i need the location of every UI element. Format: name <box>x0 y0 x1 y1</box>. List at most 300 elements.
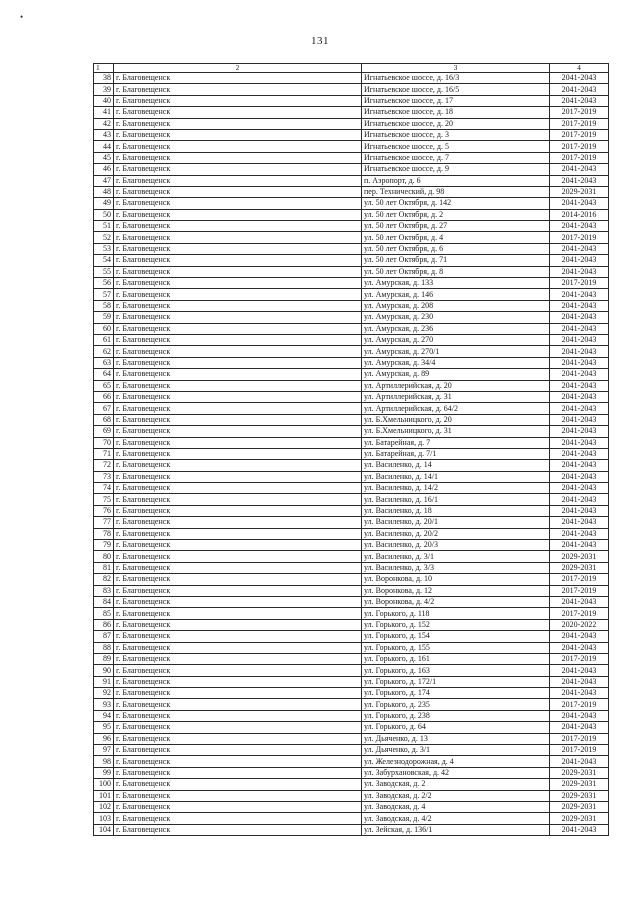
row-locality: г. Благовещенск <box>114 813 362 824</box>
row-number: 99 <box>94 767 114 778</box>
table-row <box>94 278 609 289</box>
row-number: 44 <box>94 141 114 152</box>
row-number: 53 <box>94 243 114 254</box>
row-period: 2041-2043 <box>550 243 609 254</box>
table-row <box>94 164 609 175</box>
row-period: 2017-2019 <box>550 733 609 744</box>
table-row <box>94 289 609 300</box>
table-row <box>94 824 609 835</box>
row-address: ул. Амурская, д. 34/4 <box>362 357 550 368</box>
row-locality: г. Благовещенск <box>114 448 362 459</box>
row-address: ул. Горького, д. 172/1 <box>362 676 550 687</box>
row-period: 2041-2043 <box>550 756 609 767</box>
row-locality: г. Благовещенск <box>114 369 362 380</box>
row-number: 62 <box>94 346 114 357</box>
row-number: 60 <box>94 323 114 334</box>
row-period: 2041-2043 <box>550 688 609 699</box>
row-period: 2041-2043 <box>550 300 609 311</box>
table-row <box>94 676 609 687</box>
row-locality: г. Благовещенск <box>114 528 362 539</box>
row-number: 90 <box>94 665 114 676</box>
row-number: 82 <box>94 574 114 585</box>
table-row <box>94 802 609 813</box>
row-number: 63 <box>94 357 114 368</box>
row-period: 2041-2043 <box>550 437 609 448</box>
row-number: 61 <box>94 334 114 345</box>
row-address: пер. Технический, д. 98 <box>362 186 550 197</box>
row-number: 43 <box>94 129 114 140</box>
row-locality: г. Благовещенск <box>114 574 362 585</box>
row-period: 2041-2043 <box>550 164 609 175</box>
row-number: 59 <box>94 312 114 323</box>
row-locality: г. Благовещенск <box>114 596 362 607</box>
row-address: ул. Заводская, д. 2/2 <box>362 790 550 801</box>
row-number: 52 <box>94 232 114 243</box>
row-period: 2017-2019 <box>550 129 609 140</box>
row-number: 55 <box>94 266 114 277</box>
table-row <box>94 813 609 824</box>
row-period: 2041-2043 <box>550 494 609 505</box>
row-period: 2017-2019 <box>550 699 609 710</box>
table-row <box>94 152 609 163</box>
table-row <box>94 209 609 220</box>
row-address: ул. Горького, д. 235 <box>362 699 550 710</box>
row-locality: г. Благовещенск <box>114 653 362 664</box>
row-address: ул. Амурская, д. 146 <box>362 289 550 300</box>
row-locality: г. Благовещенск <box>114 334 362 345</box>
row-locality: г. Благовещенск <box>114 118 362 129</box>
row-period: 2041-2043 <box>550 448 609 459</box>
row-address: Игнатьевское шоссе, д. 3 <box>362 129 550 140</box>
row-period: 2041-2043 <box>550 540 609 551</box>
row-number: 65 <box>94 380 114 391</box>
row-address: ул. 50 лет Октября, д. 6 <box>362 243 550 254</box>
page-number: 131 <box>311 35 329 47</box>
row-address: ул. Заводская, д. 2 <box>362 779 550 790</box>
table-row <box>94 73 609 84</box>
table-row <box>94 745 609 756</box>
table-row <box>94 300 609 311</box>
table-row <box>94 232 609 243</box>
row-number: 100 <box>94 779 114 790</box>
row-period: 2029-2031 <box>550 186 609 197</box>
table-row <box>94 483 609 494</box>
row-locality: г. Благовещенск <box>114 631 362 642</box>
table-row <box>94 790 609 801</box>
row-period: 2041-2043 <box>550 631 609 642</box>
row-period: 2017-2019 <box>550 278 609 289</box>
row-period: 2041-2043 <box>550 722 609 733</box>
row-number: 70 <box>94 437 114 448</box>
table-row <box>94 642 609 653</box>
registry-table <box>93 63 609 836</box>
row-period: 2041-2043 <box>550 824 609 835</box>
row-period: 2029-2031 <box>550 802 609 813</box>
row-address: ул. Воронкова, д. 12 <box>362 585 550 596</box>
row-locality: г. Благовещенск <box>114 676 362 687</box>
row-period: 2041-2043 <box>550 414 609 425</box>
row-period: 2017-2019 <box>550 232 609 243</box>
row-address: ул. Забурхановская, д. 42 <box>362 767 550 778</box>
row-number: 85 <box>94 608 114 619</box>
row-locality: г. Благовещенск <box>114 540 362 551</box>
table-row <box>94 107 609 118</box>
row-locality: г. Благовещенск <box>114 756 362 767</box>
row-address: ул. Заводская, д. 4/2 <box>362 813 550 824</box>
row-period: 2017-2019 <box>550 745 609 756</box>
row-address: ул. 50 лет Октября, д. 27 <box>362 221 550 232</box>
row-address: ул. Василенко, д. 16/1 <box>362 494 550 505</box>
row-address: п. Аэропорт, д. 6 <box>362 175 550 186</box>
table-row <box>94 357 609 368</box>
row-address: ул. Горького, д. 64 <box>362 722 550 733</box>
row-locality: г. Благовещенск <box>114 129 362 140</box>
row-locality: г. Благовещенск <box>114 380 362 391</box>
row-number: 93 <box>94 699 114 710</box>
table-row <box>94 414 609 425</box>
row-address: Игнатьевское шоссе, д. 5 <box>362 141 550 152</box>
row-number: 98 <box>94 756 114 767</box>
row-period: 2041-2043 <box>550 255 609 266</box>
row-number: 84 <box>94 596 114 607</box>
table-row <box>94 323 609 334</box>
row-locality: г. Благовещенск <box>114 255 362 266</box>
row-period: 2017-2019 <box>550 107 609 118</box>
table-row <box>94 688 609 699</box>
row-locality: г. Благовещенск <box>114 779 362 790</box>
table-row <box>94 426 609 437</box>
row-locality: г. Благовещенск <box>114 414 362 425</box>
table-row <box>94 505 609 516</box>
row-period: 2041-2043 <box>550 198 609 209</box>
row-number: 75 <box>94 494 114 505</box>
row-period: 2041-2043 <box>550 517 609 528</box>
row-address: ул. Б.Хмельницкого, д. 31 <box>362 426 550 437</box>
row-number: 97 <box>94 745 114 756</box>
row-number: 49 <box>94 198 114 209</box>
table-row <box>94 596 609 607</box>
row-number: 77 <box>94 517 114 528</box>
row-number: 88 <box>94 642 114 653</box>
row-address: ул. Амурская, д. 230 <box>362 312 550 323</box>
row-locality: г. Благовещенск <box>114 437 362 448</box>
row-locality: г. Благовещенск <box>114 232 362 243</box>
row-locality: г. Благовещенск <box>114 198 362 209</box>
row-locality: г. Благовещенск <box>114 505 362 516</box>
row-period: 2029-2031 <box>550 562 609 573</box>
row-locality: г. Благовещенск <box>114 209 362 220</box>
row-period: 2041-2043 <box>550 483 609 494</box>
row-period: 2041-2043 <box>550 95 609 106</box>
row-address: ул. Василенко, д. 20/2 <box>362 528 550 539</box>
row-number: 54 <box>94 255 114 266</box>
row-address: ул. Василенко, д. 14 <box>362 460 550 471</box>
row-address: ул. 50 лет Октября, д. 2 <box>362 209 550 220</box>
row-locality: г. Благовещенск <box>114 84 362 95</box>
table-row <box>94 528 609 539</box>
table-row <box>94 722 609 733</box>
registry-table-container <box>93 63 608 836</box>
row-period: 2017-2019 <box>550 653 609 664</box>
row-number: 51 <box>94 221 114 232</box>
table-row <box>94 84 609 95</box>
row-number: 83 <box>94 585 114 596</box>
row-period: 2041-2043 <box>550 460 609 471</box>
table-row <box>94 779 609 790</box>
row-locality: г. Благовещенск <box>114 73 362 84</box>
row-period: 2014-2016 <box>550 209 609 220</box>
row-address: ул. Артиллерийская, д. 20 <box>362 380 550 391</box>
row-period: 2017-2019 <box>550 118 609 129</box>
row-address: ул. Горького, д. 155 <box>362 642 550 653</box>
row-number: 72 <box>94 460 114 471</box>
row-locality: г. Благовещенск <box>114 346 362 357</box>
row-number: 96 <box>94 733 114 744</box>
row-number: 67 <box>94 403 114 414</box>
table-row <box>94 551 609 562</box>
row-period: 2041-2043 <box>550 665 609 676</box>
table-row <box>94 608 609 619</box>
row-number: 66 <box>94 391 114 402</box>
row-locality: г. Благовещенск <box>114 699 362 710</box>
row-address: ул. Воронкова, д. 10 <box>362 574 550 585</box>
row-locality: г. Благовещенск <box>114 152 362 163</box>
row-address: ул. Амурская, д. 270/1 <box>362 346 550 357</box>
row-number: 80 <box>94 551 114 562</box>
row-address: ул. Амурская, д. 236 <box>362 323 550 334</box>
row-number: 101 <box>94 790 114 801</box>
row-number: 57 <box>94 289 114 300</box>
row-address: ул. Горького, д. 238 <box>362 710 550 721</box>
table-row <box>94 141 609 152</box>
table-row <box>94 574 609 585</box>
row-period: 2041-2043 <box>550 642 609 653</box>
row-locality: г. Благовещенск <box>114 95 362 106</box>
table-row <box>94 391 609 402</box>
row-period: 2041-2043 <box>550 426 609 437</box>
row-number: 74 <box>94 483 114 494</box>
header-row <box>94 64 609 73</box>
row-address: Игнатьевское шоссе, д. 20 <box>362 118 550 129</box>
row-period: 2017-2019 <box>550 574 609 585</box>
row-address: ул. Горького, д. 154 <box>362 631 550 642</box>
table-row <box>94 175 609 186</box>
table-row <box>94 221 609 232</box>
row-number: 89 <box>94 653 114 664</box>
row-locality: г. Благовещенск <box>114 824 362 835</box>
row-period: 2020-2022 <box>550 619 609 630</box>
row-period: 2041-2043 <box>550 380 609 391</box>
row-locality: г. Благовещенск <box>114 471 362 482</box>
row-locality: г. Благовещенск <box>114 460 362 471</box>
row-locality: г. Благовещенск <box>114 710 362 721</box>
row-locality: г. Благовещенск <box>114 767 362 778</box>
row-address: Игнатьевское шоссе, д. 18 <box>362 107 550 118</box>
table-row <box>94 243 609 254</box>
table-row <box>94 448 609 459</box>
row-number: 56 <box>94 278 114 289</box>
table-row <box>94 312 609 323</box>
row-number: 79 <box>94 540 114 551</box>
row-number: 38 <box>94 73 114 84</box>
row-period: 2029-2031 <box>550 813 609 824</box>
table-row <box>94 471 609 482</box>
row-locality: г. Благовещенск <box>114 585 362 596</box>
table-row <box>94 619 609 630</box>
row-locality: г. Благовещенск <box>114 107 362 118</box>
table-row <box>94 733 609 744</box>
row-locality: г. Благовещенск <box>114 483 362 494</box>
table-row <box>94 585 609 596</box>
row-period: 2029-2031 <box>550 551 609 562</box>
row-locality: г. Благовещенск <box>114 175 362 186</box>
table-row <box>94 756 609 767</box>
row-locality: г. Благовещенск <box>114 186 362 197</box>
row-address: ул. Василенко, д. 20/1 <box>362 517 550 528</box>
table-row <box>94 403 609 414</box>
row-period: 2029-2031 <box>550 779 609 790</box>
row-period: 2017-2019 <box>550 608 609 619</box>
row-address: ул. 50 лет Октября, д. 4 <box>362 232 550 243</box>
row-period: 2041-2043 <box>550 84 609 95</box>
row-locality: г. Благовещенск <box>114 733 362 744</box>
row-address: ул. 50 лет Октября, д. 71 <box>362 255 550 266</box>
table-body <box>94 73 609 836</box>
row-number: 86 <box>94 619 114 630</box>
row-address: Игнатьевское шоссе, д. 17 <box>362 95 550 106</box>
row-address: ул. 50 лет Октября, д. 142 <box>362 198 550 209</box>
row-locality: г. Благовещенск <box>114 642 362 653</box>
row-address: ул. Амурская, д. 270 <box>362 334 550 345</box>
row-locality: г. Благовещенск <box>114 494 362 505</box>
table-row <box>94 437 609 448</box>
row-address: ул. Василенко, д. 20/3 <box>362 540 550 551</box>
column-header-locality: 2 <box>114 64 362 73</box>
table-row <box>94 346 609 357</box>
row-address: ул. Горького, д. 163 <box>362 665 550 676</box>
row-address: Игнатьевское шоссе, д. 16/3 <box>362 73 550 84</box>
row-locality: г. Благовещенск <box>114 665 362 676</box>
row-address: ул. Дьяченко, д. 13 <box>362 733 550 744</box>
row-address: ул. Б.Хмельницкого, д. 20 <box>362 414 550 425</box>
table-row <box>94 266 609 277</box>
row-number: 104 <box>94 824 114 835</box>
row-locality: г. Благовещенск <box>114 608 362 619</box>
row-period: 2041-2043 <box>550 403 609 414</box>
column-header-address: 3 <box>362 64 550 73</box>
row-locality: г. Благовещенск <box>114 221 362 232</box>
row-period: 2029-2031 <box>550 790 609 801</box>
row-locality: г. Благовещенск <box>114 243 362 254</box>
row-locality: г. Благовещенск <box>114 266 362 277</box>
row-locality: г. Благовещенск <box>114 141 362 152</box>
table-row <box>94 129 609 140</box>
row-period: 2041-2043 <box>550 266 609 277</box>
row-number: 95 <box>94 722 114 733</box>
row-locality: г. Благовещенск <box>114 562 362 573</box>
row-address: ул. Артиллерийская, д. 64/2 <box>362 403 550 414</box>
row-number: 46 <box>94 164 114 175</box>
row-address: ул. Амурская, д. 208 <box>362 300 550 311</box>
row-locality: г. Благовещенск <box>114 323 362 334</box>
row-period: 2029-2031 <box>550 767 609 778</box>
row-address: ул. Заводская, д. 4 <box>362 802 550 813</box>
row-address: ул. Василенко, д. 14/2 <box>362 483 550 494</box>
row-number: 41 <box>94 107 114 118</box>
row-number: 81 <box>94 562 114 573</box>
row-number: 103 <box>94 813 114 824</box>
row-locality: г. Благовещенск <box>114 619 362 630</box>
table-row <box>94 255 609 266</box>
table-row <box>94 494 609 505</box>
row-address: ул. Артиллерийская, д. 31 <box>362 391 550 402</box>
row-address: ул. Горького, д. 161 <box>362 653 550 664</box>
row-period: 2041-2043 <box>550 596 609 607</box>
row-locality: г. Благовещенск <box>114 688 362 699</box>
scan-mark: • <box>20 12 24 22</box>
row-number: 76 <box>94 505 114 516</box>
row-period: 2041-2043 <box>550 676 609 687</box>
row-locality: г. Благовещенск <box>114 426 362 437</box>
row-locality: г. Благовещенск <box>114 802 362 813</box>
row-number: 58 <box>94 300 114 311</box>
table-row <box>94 540 609 551</box>
row-number: 48 <box>94 186 114 197</box>
table-row <box>94 334 609 345</box>
row-number: 71 <box>94 448 114 459</box>
row-period: 2041-2043 <box>550 357 609 368</box>
row-number: 45 <box>94 152 114 163</box>
table-row <box>94 653 609 664</box>
row-locality: г. Благовещенск <box>114 517 362 528</box>
row-number: 39 <box>94 84 114 95</box>
row-address: ул. Амурская, д. 133 <box>362 278 550 289</box>
row-address: Игнатьевское шоссе, д. 16/5 <box>362 84 550 95</box>
row-number: 47 <box>94 175 114 186</box>
row-number: 87 <box>94 631 114 642</box>
row-locality: г. Благовещенск <box>114 790 362 801</box>
table-row <box>94 562 609 573</box>
row-locality: г. Благовещенск <box>114 391 362 402</box>
row-address: ул. Горького, д. 152 <box>362 619 550 630</box>
row-locality: г. Благовещенск <box>114 551 362 562</box>
row-address: ул. Батарейная, д. 7 <box>362 437 550 448</box>
row-address: ул. Василенко, д. 3/1 <box>362 551 550 562</box>
table-row <box>94 186 609 197</box>
column-header-period: 4 <box>550 64 609 73</box>
row-locality: г. Благовещенск <box>114 357 362 368</box>
row-locality: г. Благовещенск <box>114 300 362 311</box>
table-row <box>94 198 609 209</box>
column-header-number: 1 <box>94 64 114 73</box>
row-locality: г. Благовещенск <box>114 722 362 733</box>
row-period: 2041-2043 <box>550 471 609 482</box>
row-number: 92 <box>94 688 114 699</box>
row-locality: г. Благовещенск <box>114 278 362 289</box>
row-address: ул. Василенко, д. 18 <box>362 505 550 516</box>
row-number: 50 <box>94 209 114 220</box>
row-address: ул. Воронкова, д. 4/2 <box>362 596 550 607</box>
row-period: 2041-2043 <box>550 175 609 186</box>
row-period: 2017-2019 <box>550 152 609 163</box>
table-row <box>94 118 609 129</box>
row-number: 40 <box>94 95 114 106</box>
row-period: 2041-2043 <box>550 323 609 334</box>
table-row <box>94 665 609 676</box>
row-number: 102 <box>94 802 114 813</box>
row-address: Игнатьевское шоссе, д. 7 <box>362 152 550 163</box>
row-address: ул. Горького, д. 118 <box>362 608 550 619</box>
